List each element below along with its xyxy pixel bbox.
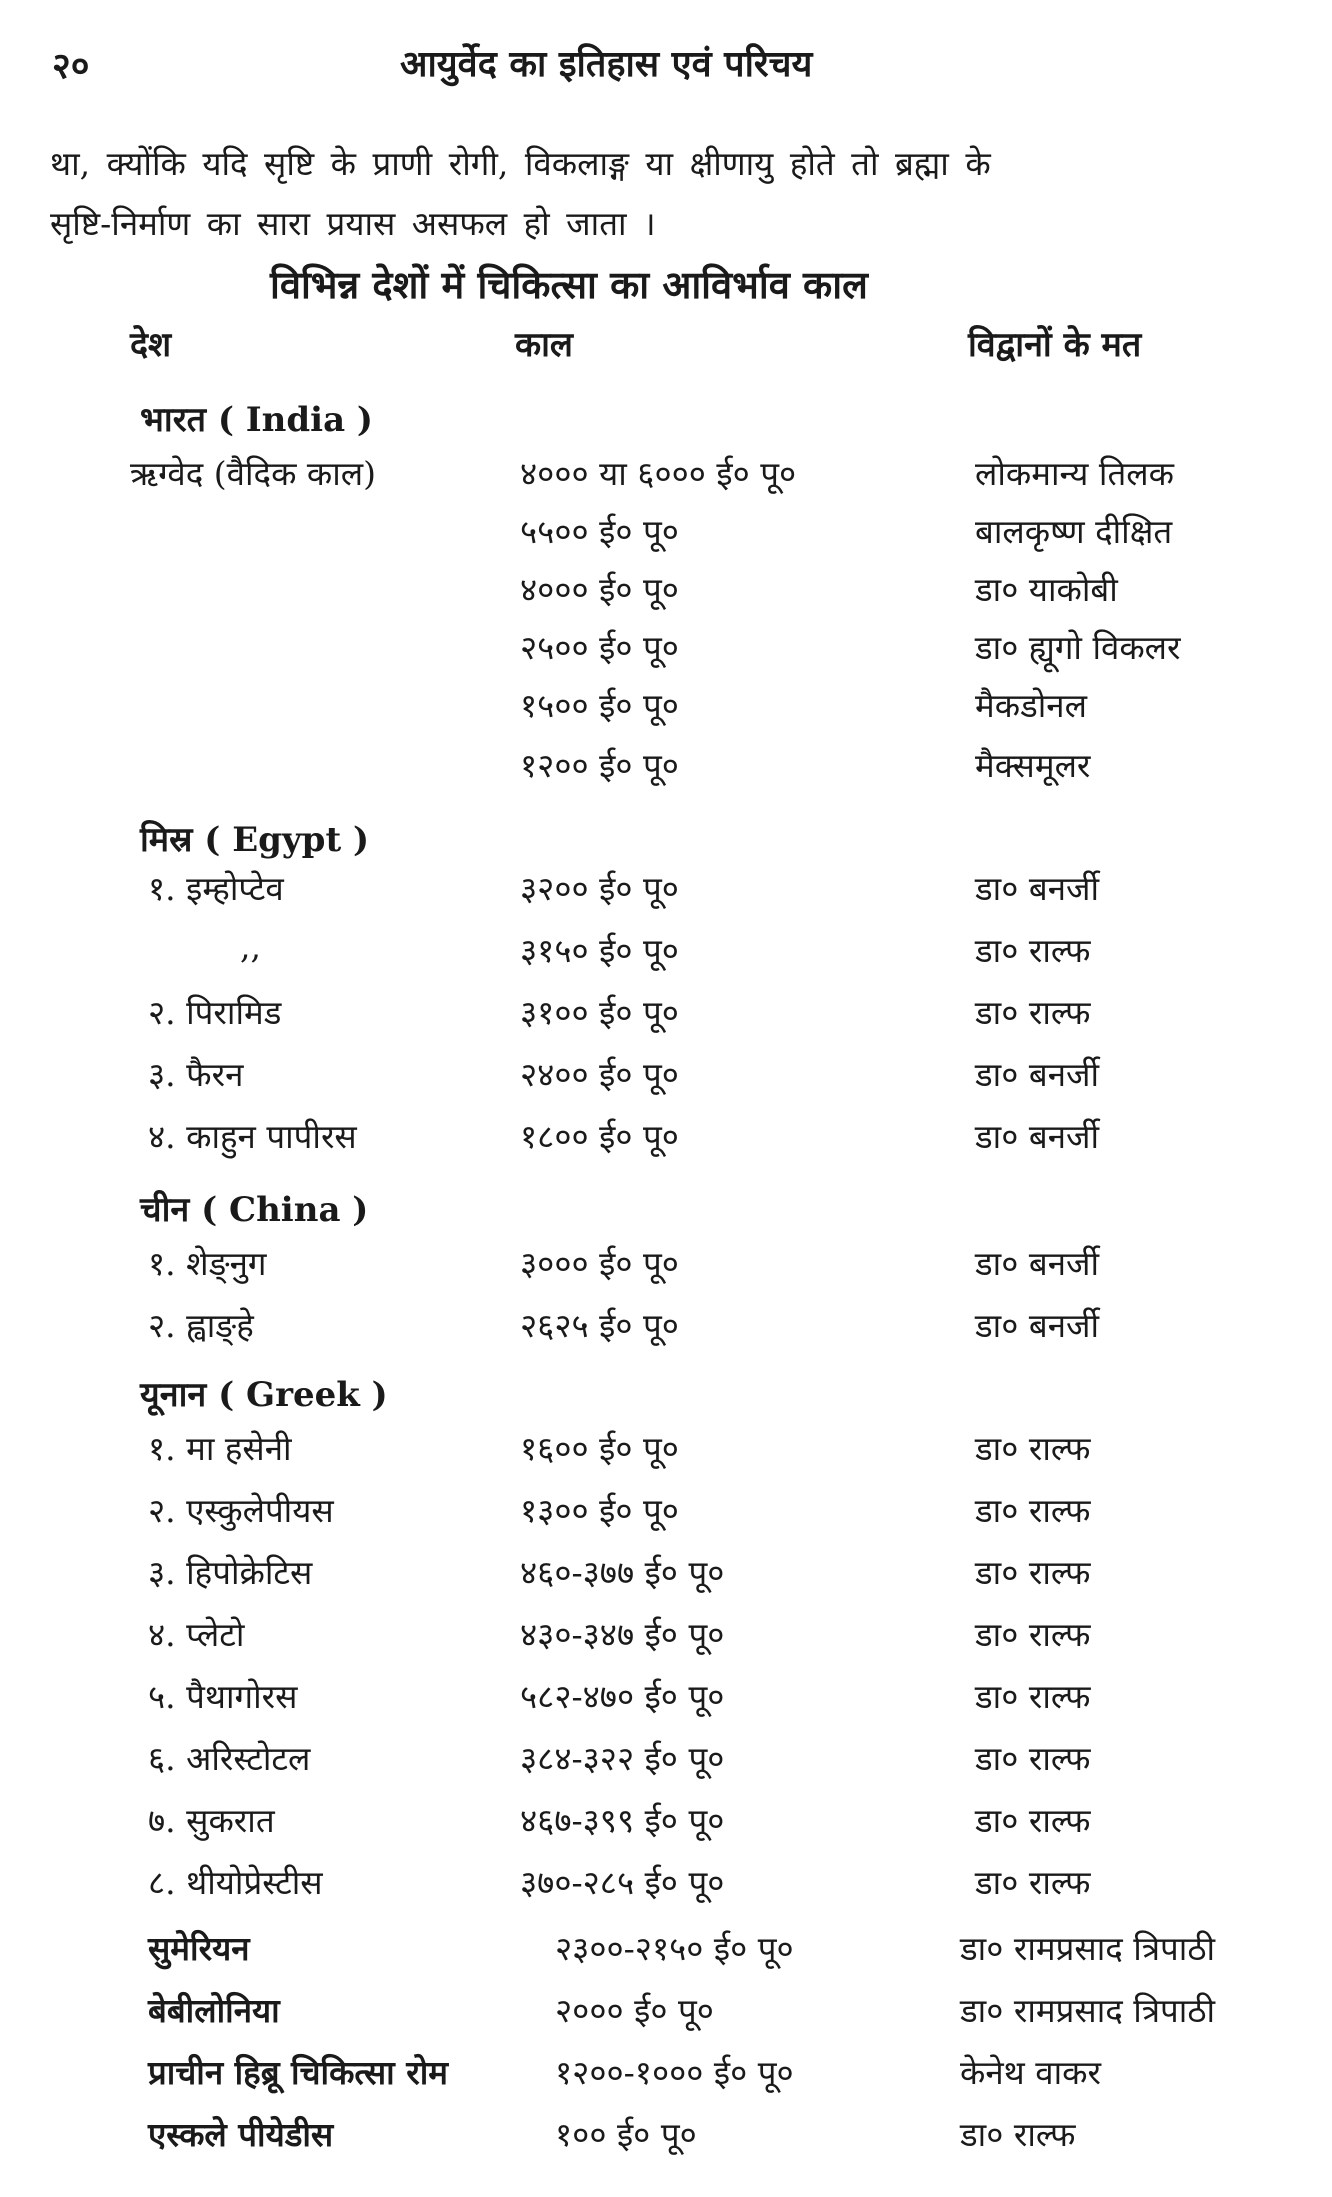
row-scholar: डा० राल्फ bbox=[975, 1739, 1091, 1778]
row-item: ४. प्लेटो bbox=[148, 1615, 245, 1654]
row-scholar: बालकृष्ण दीक्षित bbox=[975, 512, 1173, 551]
row-scholar: मैक्समूलर bbox=[975, 746, 1091, 785]
table-row bbox=[0, 1925, 1332, 1985]
table-row bbox=[0, 450, 1332, 510]
row-item: सुमेरियन bbox=[148, 1929, 250, 1968]
table-row bbox=[0, 1240, 1332, 1300]
row-item: एस्कले पीयेडीस bbox=[148, 2115, 334, 2154]
table-row bbox=[0, 1859, 1332, 1919]
row-scholar: डा० राल्फ bbox=[975, 931, 1091, 970]
row-scholar: डा० राल्फ bbox=[975, 1677, 1091, 1716]
row-item: ७. सुकरात bbox=[148, 1801, 275, 1840]
row-period: ४६७-३९९ ई० पू० bbox=[520, 1801, 725, 1840]
row-period: ३२०० ई० पू० bbox=[520, 869, 679, 908]
row-item: ६. अरिस्टोटल bbox=[148, 1739, 311, 1778]
row-item: ८. थीयोप्रेस्टीस bbox=[148, 1863, 323, 1902]
table-title: विभिन्न देशों में चिकित्सा का आविर्भाव काल bbox=[270, 262, 868, 307]
row-period: ५८२-४७० ई० पू० bbox=[520, 1677, 725, 1716]
row-period: ३१५० ई० पू० bbox=[520, 931, 679, 970]
header-scholars: विद्वानों के मत bbox=[968, 325, 1142, 365]
row-item: ४. काहुन पापीरस bbox=[148, 1117, 357, 1156]
row-period: ४००० या ६००० ई० पू० bbox=[520, 454, 797, 493]
row-item: २. पिरामिड bbox=[148, 993, 282, 1032]
row-item: १. मा हसेनी bbox=[148, 1429, 292, 1468]
row-item: बेबीलोनिया bbox=[148, 1991, 280, 2030]
header-country: देश bbox=[130, 325, 172, 365]
table-row bbox=[0, 1611, 1332, 1671]
intro-paragraph bbox=[50, 134, 1280, 254]
table-row bbox=[0, 1797, 1332, 1857]
header-period: काल bbox=[515, 325, 573, 365]
country-group-label: यूनान ( Greek ) bbox=[140, 1375, 388, 1415]
row-scholar: लोकमान्य तिलक bbox=[975, 454, 1174, 493]
row-period: ३७०-२८५ ई० पू० bbox=[520, 1863, 725, 1902]
table-row bbox=[0, 927, 1332, 987]
row-period: १०० ई० पू० bbox=[555, 2115, 697, 2154]
row-period: ४३०-३४७ ई० पू० bbox=[520, 1615, 725, 1654]
row-scholar: डा० राल्फ bbox=[975, 1553, 1091, 1592]
row-period: २६२५ ई० पू० bbox=[520, 1306, 679, 1345]
row-scholar: डा० राल्फ bbox=[975, 1863, 1091, 1902]
page-number: २० bbox=[52, 45, 90, 87]
row-scholar: डा० रामप्रसाद त्रिपाठी bbox=[960, 1991, 1216, 2030]
table-row bbox=[0, 1549, 1332, 1609]
table-row bbox=[0, 865, 1332, 925]
paragraph-line-1: था, क्योंकि यदि सृष्टि के प्राणी रोगी, विकलाङ्ग या क्षीणायु होते तो ब्रह्मा के bbox=[50, 144, 991, 183]
row-scholar: मैकडोनल bbox=[975, 686, 1087, 725]
running-head: आयुर्वेद का इतिहास एवं परिचय bbox=[400, 43, 813, 85]
table-row bbox=[0, 989, 1332, 1049]
row-period: ५५०० ई० पू० bbox=[520, 512, 679, 551]
table-row bbox=[0, 2049, 1332, 2109]
row-period: २५०० ई० पू० bbox=[520, 628, 679, 667]
row-scholar: डा० राल्फ bbox=[975, 1429, 1091, 1468]
row-period: १२००-१००० ई० पू० bbox=[555, 2053, 794, 2092]
table-row bbox=[0, 1673, 1332, 1733]
row-item: २. एस्कुलेपीयस bbox=[148, 1491, 334, 1530]
row-scholar: डा० रामप्रसाद त्रिपाठी bbox=[960, 1929, 1216, 1968]
table-row bbox=[0, 2111, 1332, 2171]
table-row bbox=[0, 1487, 1332, 1547]
row-period: २३००-२१५० ई० पू० bbox=[555, 1929, 794, 1968]
row-item: प्राचीन हिब्रू चिकित्सा रोम bbox=[148, 2053, 448, 2092]
row-period: १८०० ई० पू० bbox=[520, 1117, 679, 1156]
country-group-label: भारत ( India ) bbox=[140, 400, 374, 440]
row-item: १. इम्होप्टेव bbox=[148, 869, 284, 908]
table-row bbox=[0, 1425, 1332, 1485]
table-row bbox=[0, 682, 1332, 742]
table-row bbox=[0, 1735, 1332, 1795]
row-scholar: डा० राल्फ bbox=[975, 993, 1091, 1032]
row-period: ४६०-३७७ ई० पू० bbox=[520, 1553, 725, 1592]
table-row bbox=[0, 742, 1332, 802]
table-row bbox=[0, 1051, 1332, 1111]
row-item: ऋग्वेद (वैदिक काल) bbox=[130, 454, 377, 493]
table-row bbox=[0, 1302, 1332, 1362]
row-item: ३. हिपोक्रेटिस bbox=[148, 1553, 313, 1592]
row-period: १२०० ई० पू० bbox=[520, 746, 679, 785]
row-item: २. ह्वाङ्हे bbox=[148, 1306, 254, 1345]
row-scholar: डा० राल्फ bbox=[975, 1491, 1091, 1530]
row-scholar: डा० ह्यूगो विकलर bbox=[975, 628, 1181, 667]
table-row bbox=[0, 1113, 1332, 1173]
row-item: ३. फैरन bbox=[148, 1055, 244, 1094]
country-group-label: चीन ( China ) bbox=[140, 1190, 369, 1230]
country-group-label: मिस्र ( Egypt ) bbox=[140, 820, 370, 860]
row-period: ४००० ई० पू० bbox=[520, 570, 679, 609]
row-period: १५०० ई० पू० bbox=[520, 686, 679, 725]
row-item: ,, bbox=[240, 927, 261, 966]
row-scholar: डा० राल्फ bbox=[960, 2115, 1076, 2154]
row-scholar: डा० बनर्जी bbox=[975, 1117, 1100, 1156]
row-period: ३१०० ई० पू० bbox=[520, 993, 679, 1032]
table-row bbox=[0, 508, 1332, 568]
row-period: २४०० ई० पू० bbox=[520, 1055, 679, 1094]
table-row bbox=[0, 1987, 1332, 2047]
paragraph-line-2: सृष्टि-निर्माण का सारा प्रयास असफल हो जाता । bbox=[50, 204, 656, 243]
table-row bbox=[0, 566, 1332, 626]
row-item: १. शेङ्नुग bbox=[148, 1244, 267, 1283]
row-scholar: डा० राल्फ bbox=[975, 1615, 1091, 1654]
row-scholar: डा० राल्फ bbox=[975, 1801, 1091, 1840]
row-scholar: डा० बनर्जी bbox=[975, 1055, 1100, 1094]
row-period: ३००० ई० पू० bbox=[520, 1244, 679, 1283]
row-scholar: केनेथ वाकर bbox=[960, 2053, 1101, 2092]
row-period: १३०० ई० पू० bbox=[520, 1491, 679, 1530]
row-scholar: डा० बनर्जी bbox=[975, 1306, 1100, 1345]
row-period: १६०० ई० पू० bbox=[520, 1429, 679, 1468]
row-scholar: डा० बनर्जी bbox=[975, 1244, 1100, 1283]
row-period: ३८४-३२२ ई० पू० bbox=[520, 1739, 725, 1778]
row-item: ५. पैथागोरस bbox=[148, 1677, 298, 1716]
row-scholar: डा० बनर्जी bbox=[975, 869, 1100, 908]
row-scholar: डा० याकोबी bbox=[975, 570, 1118, 609]
row-period: २००० ई० पू० bbox=[555, 1991, 714, 2030]
table-row bbox=[0, 624, 1332, 684]
